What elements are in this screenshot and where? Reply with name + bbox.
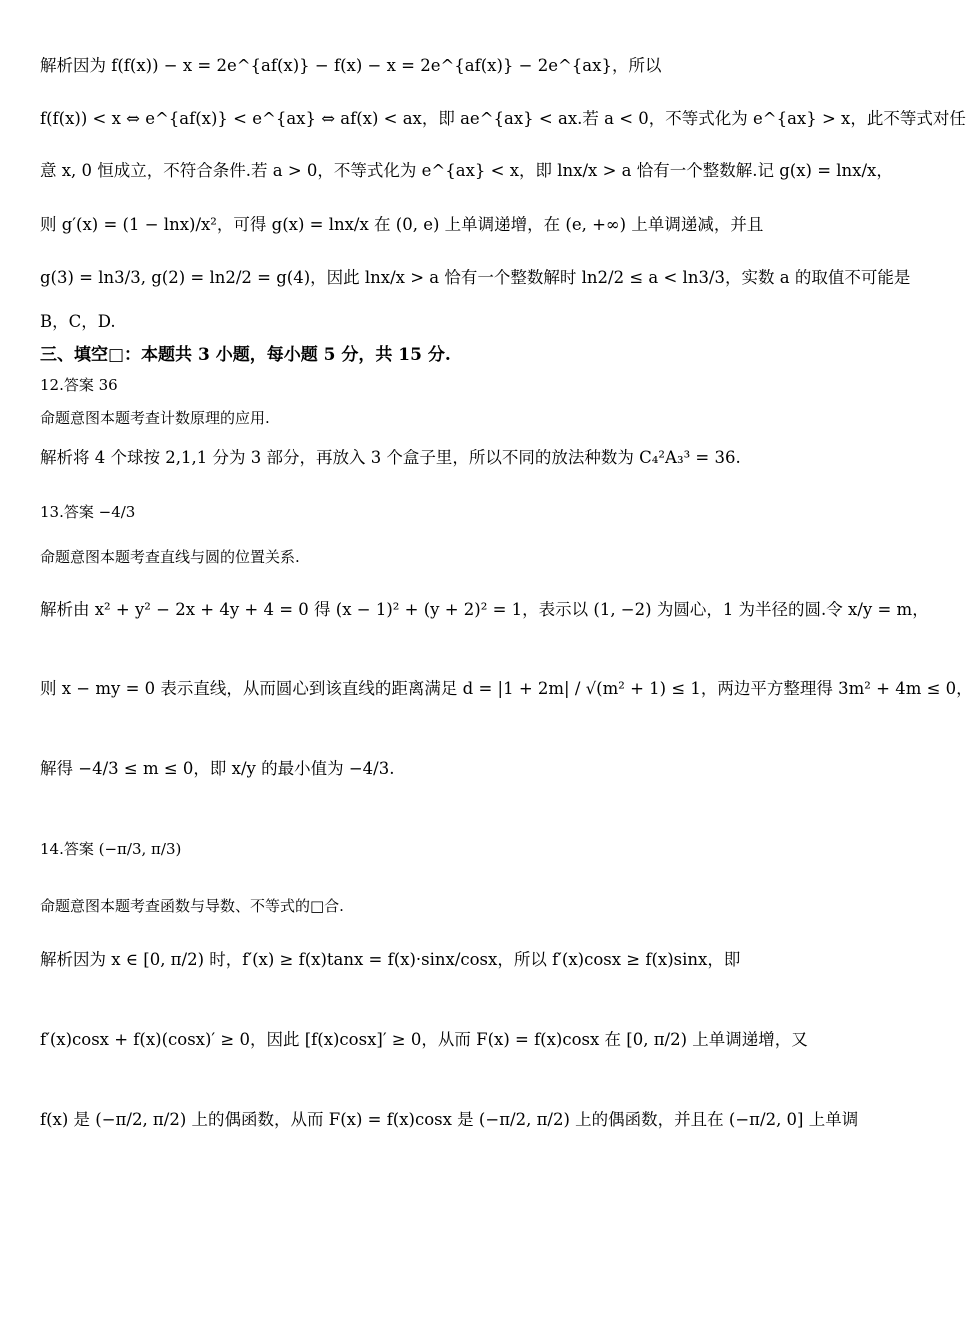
solution-14-line-1: 解析因为 x ∈ [0, π/2) 时，f′(x) ≥ f(x)tanx = f(x)·sinx/cosx，所以 f′(x)cosx ≥ f(x)sinx，即 bbox=[40, 950, 741, 969]
solution-line-2: f(f(x)) < x ⇔ e^{af(x)} < e^{ax} ⇔ af(x) < ax，即 ae^{ax} < ax.若 a < 0，不等式化为 e^{ax} > x，此不等式对任 bbox=[40, 109, 966, 128]
answer-13: 13.答案 −4/3 bbox=[40, 503, 136, 521]
intent-13: 命题意图本题考查直线与圆的位置关系. bbox=[40, 548, 300, 566]
solution-12: 解析将 4 个球按 2,1,1 分为 3 部分，再放入 3 个盒子里，所以不同的放法种数为 C₄²A₃³ = 36. bbox=[40, 448, 741, 467]
solution-line-1: 解析因为 f(f(x)) − x = 2e^{af(x)} − f(x) − x = 2e^{af(x)} − 2e^{ax}，所以 bbox=[40, 56, 662, 75]
solution-13-line-2: 则 x − my = 0 表示直线，从而圆心到该直线的距离满足 d = |1 + 2m| / √(m² + 1) ≤ 1，两边平方整理得 3m² + 4m ≤ 0， bbox=[40, 679, 973, 698]
solution-14-line-2: f′(x)cosx + f(x)(cosx)′ ≥ 0，因此 [f(x)cosx]′ ≥ 0，从而 F(x) = f(x)cosx 在 [0, π/2) 上单调递增，又 bbox=[40, 1030, 808, 1049]
solution-line-4: 则 g′(x) = (1 − lnx)/x²，可得 g(x) = lnx/x 在 (0, e) 上单调递增，在 (e, +∞) 上单调递减，并且 bbox=[40, 215, 764, 234]
solution-13-line-1: 解析由 x² + y² − 2x + 4y + 4 = 0 得 (x − 1)² + (y + 2)² = 1，表示以 (1, −2) 为圆心，1 为半径的圆.令 x/y = m， bbox=[40, 600, 929, 619]
answer-12: 12.答案 36 bbox=[40, 376, 118, 394]
solution-13-line-3: 解得 −4/3 ≤ m ≤ 0，即 x/y 的最小值为 −4/3. bbox=[40, 759, 395, 778]
solution-line-5: g(3) = ln3/3, g(2) = ln2/2 = g(4)，因此 lnx/x > a 恰有一个整数解时 ln2/2 ≤ a < ln3/3，实数 a 的取值不可能是 bbox=[40, 268, 911, 287]
solution-line-6: B，C，D. bbox=[40, 312, 116, 331]
answer-14: 14.答案 (−π/3, π/3) bbox=[40, 840, 182, 858]
intent-12: 命题意图本题考查计数原理的应用. bbox=[40, 409, 270, 427]
solution-line-3: 意 x, 0 恒成立，不符合条件.若 a > 0，不等式化为 e^{ax} < x，即 lnx/x > a 恰有一个整数解.记 g(x) = lnx/x， bbox=[40, 161, 893, 180]
section-heading: 三、填空□：本题共 3 小题，每小题 5 分，共 15 分. bbox=[40, 345, 451, 365]
solution-14-line-3: f(x) 是 (−π/2, π/2) 上的偶函数，从而 F(x) = f(x)cosx 是 (−π/2, π/2) 上的偶函数，并且在 (−π/2, 0] 上单调 bbox=[40, 1110, 859, 1129]
intent-14: 命题意图本题考查函数与导数、不等式的□合. bbox=[40, 897, 344, 915]
